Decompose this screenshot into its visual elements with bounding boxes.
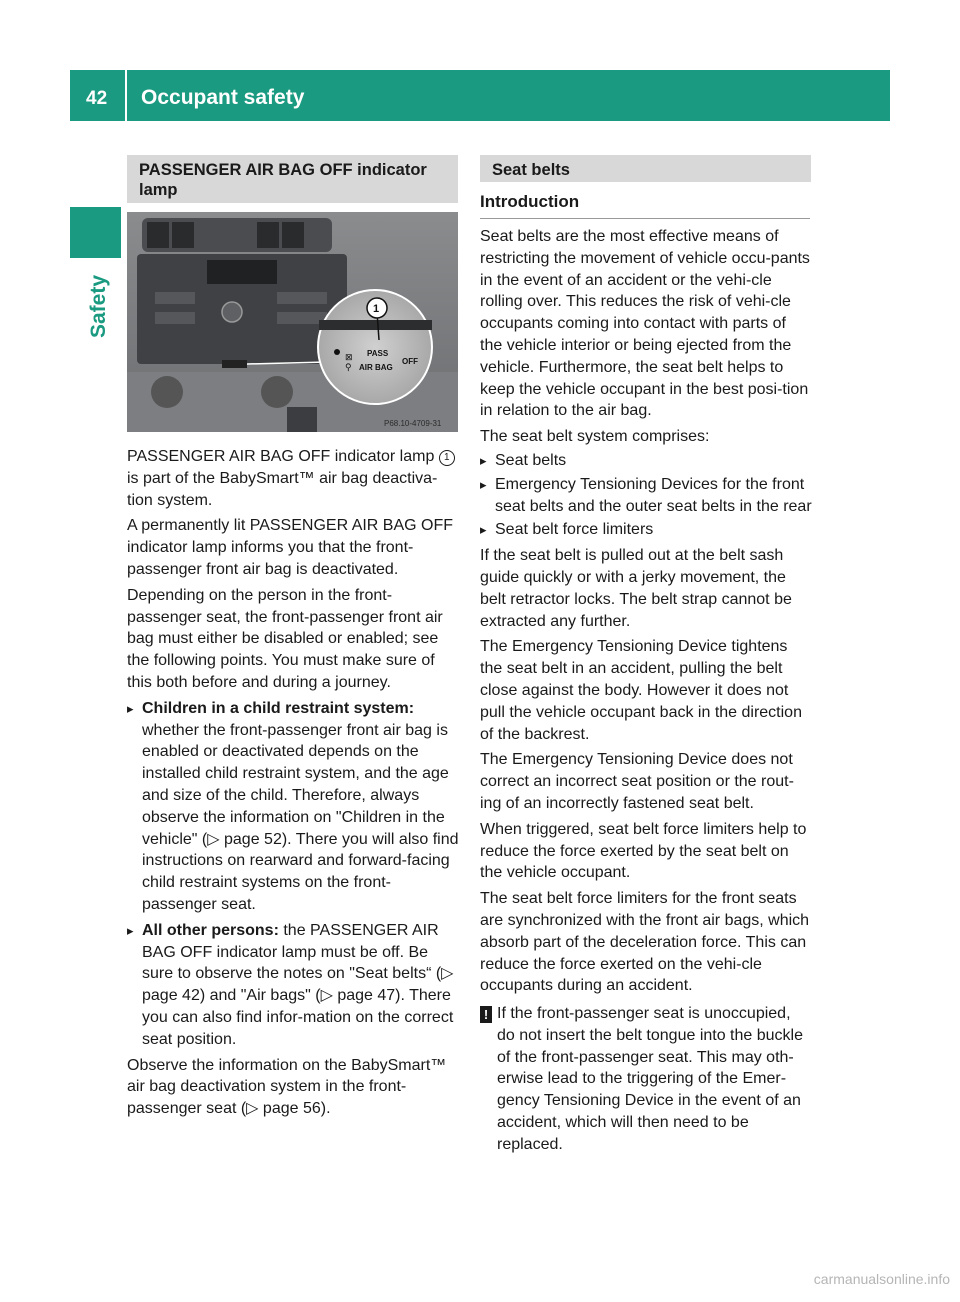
synchronized-paragraph: The seat belt force limiters for the front seats are synchronized with the front air bags, which absorb part of the deceleration force. This can reduce the force exerted on the vehi-cle occupants during an accident.: [480, 890, 810, 995]
system-comprises: The seat belt system comprises:: [480, 428, 710, 446]
list-item: ▸ Children in a child restraint system: whether the front-passenger front air bag is enabled or deactivated depends on the installed child restraint system, and the age and size of the child. Therefore, always observe the information on "Children in the vehicle" (▷ page 52). There you will also find instructions on rearward and forward-facing child restraint systems on the front-passenger seat.: [127, 698, 460, 916]
list-item: ▸ Emergency Tensioning Devices for the front seat belts and the outer seat belts in the rear: [480, 474, 812, 518]
introduction-subheading: Introduction: [480, 192, 810, 219]
etd-paragraph: The Emergency Tensioning Device tightens the seat belt in an accident, pulling the belt close against the body. However it does not pull the vehicle occupant back in the direction of the backrest.: [480, 638, 802, 743]
photo-label-airbag: AIR BAG: [359, 363, 393, 372]
side-tab-marker: [70, 207, 121, 258]
indicator-lamp-photo: [127, 212, 458, 432]
indicator-lamp-heading-text: PASSENGER AIR BAG OFF indicator lamp: [139, 161, 427, 199]
warning-icon: !: [480, 1006, 492, 1023]
callout-1-icon: 1: [439, 450, 455, 466]
photo-label-off: OFF: [402, 357, 418, 366]
seat-belts-heading-text: Seat belts: [492, 161, 570, 179]
list-item: ▸ All other persons: the PASSENGER AIR BAG OFF indicator lamp must be off. Be sure to observe the notes on "Seat belts“ (▷ page 42) and "Air bags" (▷ page 47). There you can also find infor-mation on the correct seat position.: [127, 920, 460, 1051]
header-divider: [125, 70, 127, 121]
warning-note: [480, 1003, 812, 1156]
photo-label-pass: PASS: [367, 349, 389, 358]
indicator-lamp-heading: [127, 155, 458, 203]
svg-text:⚲: ⚲: [345, 362, 352, 372]
right-column-text: [480, 226, 812, 1156]
photo-code: P68.10-4709-31: [384, 419, 442, 428]
warning-text: If the front-passenger seat is unoccupied, do not insert the belt tongue into the buckle of the front-passenger seat. This may oth-erwise lead to the triggering of the Emer-gency Tensioning Device in the event of an accident, which will then need to be replaced.: [497, 1005, 803, 1153]
retractor-paragraph: If the seat belt is pulled out at the belt sash guide quickly or with a jerky movement, the belt retractor locks. The belt strap cannot be extracted any further.: [480, 547, 792, 630]
list-item: ▸ Seat belt force limiters: [480, 519, 812, 541]
page-number: 42: [86, 88, 108, 109]
page-title: Occupant safety: [141, 86, 305, 109]
force-limiter-paragraph: When triggered, seat belt force limiters help to reduce the force exerted by the seat belt on the vehicle occupant.: [480, 820, 807, 882]
footer-watermark: carmanualsonline.info: [813, 1271, 950, 1287]
seat-belts-heading: [480, 155, 811, 182]
svg-text:⊠: ⊠: [345, 352, 353, 362]
list-item: ▸ Seat belts: [480, 450, 812, 472]
side-tab-label: Safety: [87, 274, 110, 338]
intro-paragraph: Seat belts are the most effective means of restricting the movement of vehicle occu-pants in the event of an accident or the vehi-cle rolling over. This reduces the risk of vehi-cle occupants coming into contact with parts of the vehicle interior or being ejected from the vehicle. Furthermore, the seat belt helps to keep the vehicle occupant in the best posi-tion in relation to the air bag.: [480, 228, 810, 420]
lamp-lit-paragraph: A permanently lit PASSENGER AIR BAG OFF indicator lamp informs you that the front-passenger front air bag is deactivated.: [127, 517, 454, 578]
etd-limits-paragraph: The Emergency Tensioning Device does not correct an incorrect seat position or the rout-ing of an incorrectly fastened seat belt.: [480, 751, 794, 812]
depending-paragraph: Depending on the person in the front-passenger seat, the front-passenger front air bag must either be disabled or enabled; see the following points. You must make sure of this both before and during a journey.: [127, 586, 443, 691]
lamp-description: PASSENGER AIR BAG OFF indicator lamp 1 is part of the BabySmart™ air bag deactiva-tion system.: [127, 446, 460, 511]
left-column-text: [127, 446, 460, 1120]
babysmart-paragraph: Observe the information on the BabySmart™ air bag deactivation system in the front-passenger seat (▷ page 56).: [127, 1056, 447, 1118]
photo-callout-1: 1: [373, 303, 380, 315]
